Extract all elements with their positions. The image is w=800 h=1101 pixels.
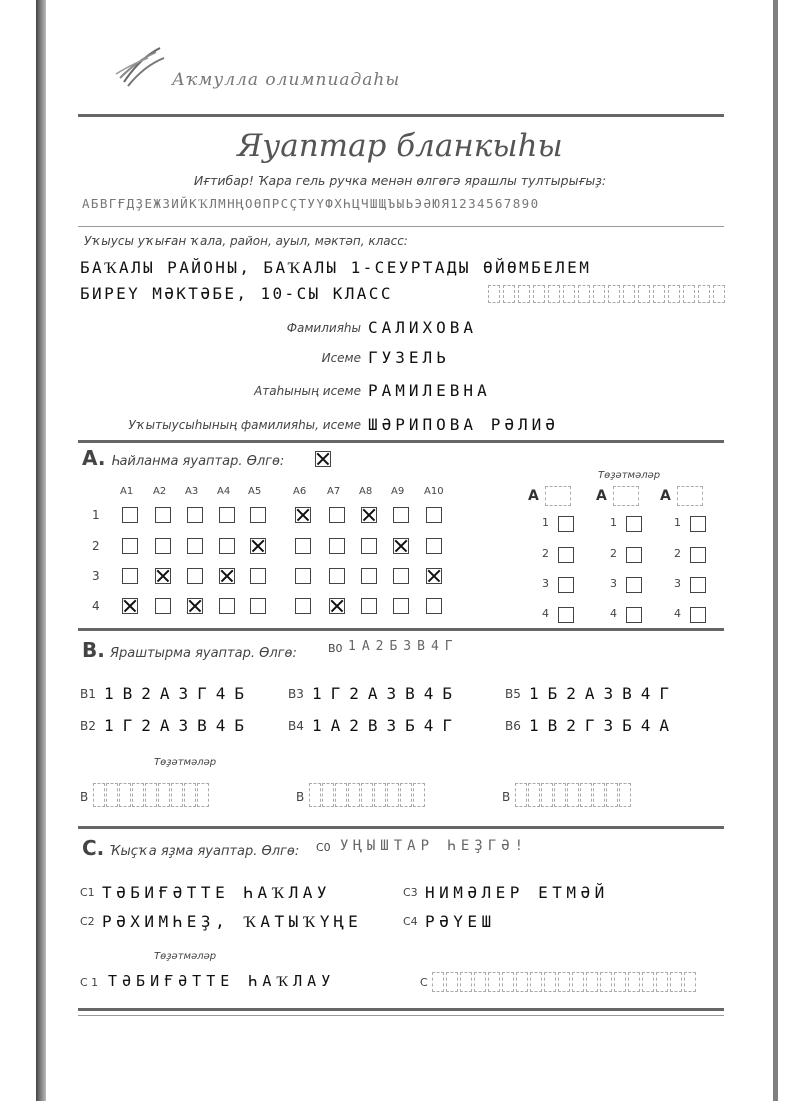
grid-col-label-a8: A8	[359, 486, 373, 497]
header-rule	[78, 114, 724, 117]
corrections-b-cell-2-4[interactable]	[348, 783, 360, 807]
checkbox-a2-3[interactable]	[155, 568, 171, 584]
scan-edge-left	[36, 0, 46, 1101]
section-a-title: Һайланма яуаптар. Өлгө:	[110, 454, 285, 469]
grid-row-label-3: 3	[92, 569, 100, 583]
footer-rule	[78, 1008, 724, 1011]
corrections-b-prefix-3: В	[502, 790, 511, 804]
surname-label: Фамилияһы	[286, 321, 361, 335]
answer-с3-field[interactable]: НИМӘЛЕР ЕТМӘЙ	[425, 883, 609, 902]
corrections-b-cell-1-3[interactable]	[119, 783, 131, 807]
olympiad-logo	[112, 38, 168, 94]
corrections-b-cell-3-4[interactable]	[554, 783, 566, 807]
rule-section-a	[78, 440, 724, 443]
answer-с4-label: С4	[403, 915, 418, 928]
checkbox-a10-1[interactable]	[426, 507, 442, 523]
checkbox-a9-4[interactable]	[393, 598, 409, 614]
checkbox-a9-1[interactable]	[393, 507, 409, 523]
teacher-label: Уҡытыусыһының фамилияһы, исеме	[128, 418, 361, 432]
corrections-b-cell-3-5[interactable]	[567, 783, 579, 807]
corrections-c-cell-17[interactable]	[656, 972, 668, 992]
section-c-correction-code: С 1	[80, 976, 99, 989]
corrections-c-cell-12[interactable]	[586, 972, 598, 992]
section-b-sample-answer: 1А2Б3В4Г	[348, 639, 459, 654]
corrections-a-row-label-1-2: 2	[542, 547, 549, 560]
corrections-c-cell-14[interactable]	[614, 972, 626, 992]
checkbox-a7-2[interactable]	[329, 538, 345, 554]
corrections-c-cell-13[interactable]	[600, 972, 612, 992]
checkbox-a3-4[interactable]	[187, 598, 203, 614]
answer-b2-field[interactable]: 1Г2А3В4Б	[104, 716, 254, 735]
checkbox-a5-2[interactable]	[250, 538, 266, 554]
checkbox-a8-1[interactable]	[361, 507, 377, 523]
checkbox-a1-4[interactable]	[122, 598, 138, 614]
section-c-corrections-label: Төҙәтмәләр	[154, 951, 217, 962]
checkbox-a1-1[interactable]	[122, 507, 138, 523]
checkbox-a6-4[interactable]	[295, 598, 311, 614]
section-c-title: Ҡыҫҡа яҙма яуаптар. Өлгө:	[109, 844, 300, 859]
corrections-b-cell-1-8[interactable]	[184, 783, 196, 807]
patronymic-label: Атаһының исеме	[254, 384, 361, 398]
corrections-b-cell-1-5[interactable]	[145, 783, 157, 807]
answer-с2-field[interactable]: РӘХИМҺЕҘ, ҠАТЫҠҮҢЕ	[102, 912, 363, 931]
corrections-c-cell-16[interactable]	[642, 972, 654, 992]
corrections-a-checkbox-3-2[interactable]	[690, 547, 706, 563]
corrections-b-cell-2-8[interactable]	[400, 783, 412, 807]
answer-с3-label: С3	[403, 886, 418, 899]
form-title: Яуаптар бланкыһы	[237, 128, 563, 164]
corrections-a-prefix-3: A	[660, 488, 671, 504]
answer-с4-field[interactable]: РӘҮЕШ	[425, 912, 496, 931]
corrections-a-checkbox-3-3[interactable]	[690, 577, 706, 593]
checkbox-a1-2[interactable]	[122, 538, 138, 554]
checkbox-a6-3[interactable]	[295, 568, 311, 584]
scan-edge-right	[773, 0, 778, 1101]
corrections-a-checkbox-2-3[interactable]	[626, 577, 642, 593]
grid-row-label-4: 4	[92, 599, 100, 613]
corrections-b-cell-3-8[interactable]	[606, 783, 618, 807]
rule-section-c	[78, 826, 724, 829]
checkbox-a8-4[interactable]	[361, 598, 377, 614]
corrections-c-cell-3[interactable]	[460, 972, 472, 992]
section-b-corrections-label: Төҙәтмәләр	[154, 757, 217, 768]
checkbox-a5-3[interactable]	[250, 568, 266, 584]
corrections-b-cell-3-6[interactable]	[580, 783, 592, 807]
answer-b5-label: B5	[505, 687, 521, 701]
surname-field[interactable]: САЛИХОВА	[368, 318, 478, 337]
answer-с1-label: С1	[80, 886, 95, 899]
corrections-a-code-cell-3[interactable]	[677, 486, 703, 506]
checkbox-a4-1[interactable]	[219, 507, 235, 523]
school-line-2[interactable]: БИРЕҮ МӘКТӘБЕ, 10-СЫ КЛАСС	[80, 284, 393, 303]
corrections-a-checkbox-2-1[interactable]	[626, 516, 642, 532]
section-b-letter: B.	[82, 638, 105, 662]
section-a-sample-checkbox	[315, 451, 331, 467]
school-line-1[interactable]: БАҠАЛЫ РАЙОНЫ, БАҠАЛЫ 1-СЕУРТАДЫ ӨЙӨМБЕЛЕМ	[80, 258, 592, 277]
section-c-header	[82, 836, 299, 860]
answer-b3-field[interactable]: 1Г2А3В4Б	[312, 684, 462, 703]
corrections-a-checkbox-1-2[interactable]	[558, 547, 574, 563]
corrections-b-cell-2-5[interactable]	[361, 783, 373, 807]
section-c-sample-answer: УҢЫШТАР ҺЕҘГӘ!	[340, 838, 529, 854]
corrections-c-cell-19[interactable]	[684, 972, 696, 992]
section-b-title: Яраштырма яуаптар. Өлгө:	[109, 646, 297, 661]
corrections-c-cell-9[interactable]	[544, 972, 556, 992]
corrections-a-checkbox-2-2[interactable]	[626, 547, 642, 563]
corrections-c-cell-8[interactable]	[530, 972, 542, 992]
corrections-b-prefix-1: В	[80, 790, 89, 804]
section-c-correction-value[interactable]: ТӘБИҒӘТТЕ ҺАҠЛАУ	[108, 972, 336, 990]
checkbox-a10-3[interactable]	[426, 568, 442, 584]
section-a-header	[82, 446, 284, 470]
answer-b1-field[interactable]: 1В2А3Г4Б	[104, 684, 254, 703]
corrections-b-cell-2-6[interactable]	[374, 783, 386, 807]
corrections-a-row-label-1-4: 4	[542, 607, 549, 620]
grid-col-label-a5: A5	[248, 486, 262, 497]
corrections-c-cell-6[interactable]	[502, 972, 514, 992]
corrections-a-checkbox-3-4[interactable]	[690, 607, 706, 623]
checkbox-a4-3[interactable]	[219, 568, 235, 584]
corrections-b-cell-3-7[interactable]	[593, 783, 605, 807]
corrections-b-cell-3-9[interactable]	[619, 783, 631, 807]
name-label: Исеме	[321, 351, 361, 365]
footer-rule-thin	[78, 1015, 724, 1016]
corrections-b-cell-1-1[interactable]	[93, 783, 105, 807]
rule-section-b	[78, 628, 724, 631]
answer-b4-field[interactable]: 1А2В3Б4Г	[312, 716, 462, 735]
name-field[interactable]: ГУЗЕЛЬ	[368, 348, 450, 367]
corrections-c-cell-10[interactable]	[558, 972, 570, 992]
answer-b2-label: B2	[80, 719, 96, 733]
corrections-a-row-label-3-2: 2	[674, 547, 681, 560]
checkbox-a8-2[interactable]	[361, 538, 377, 554]
patronymic-field[interactable]: РАМИЛЕВНА	[368, 381, 491, 400]
checkbox-a9-3[interactable]	[393, 568, 409, 584]
corrections-a-prefix-1: A	[528, 488, 539, 504]
checkbox-a3-2[interactable]	[187, 538, 203, 554]
checkbox-a7-4[interactable]	[329, 598, 345, 614]
corrections-b-cell-2-2[interactable]	[322, 783, 334, 807]
checkbox-a6-2[interactable]	[295, 538, 311, 554]
checkbox-a5-1[interactable]	[250, 507, 266, 523]
section-b-sample-code: В0	[328, 642, 343, 655]
corrections-a-checkbox-3-1[interactable]	[690, 516, 706, 532]
corrections-b-cell-3-3[interactable]	[541, 783, 553, 807]
corrections-a-row-label-3-4: 4	[674, 607, 681, 620]
corrections-a-prefix-2: A	[596, 488, 607, 504]
section-a-letter: A.	[82, 446, 106, 470]
checkbox-a2-2[interactable]	[155, 538, 171, 554]
corrections-b-cell-2-9[interactable]	[413, 783, 425, 807]
corrections-a-checkbox-1-3[interactable]	[558, 577, 574, 593]
corrections-b-cell-1-9[interactable]	[197, 783, 209, 807]
answer-с2-label: С2	[80, 915, 95, 928]
corrections-b-cell-1-2[interactable]	[106, 783, 118, 807]
corrections-a-row-label-2-1: 1	[610, 516, 617, 529]
grid-col-label-a4: A4	[217, 486, 231, 497]
section-c-letter: C.	[82, 836, 105, 860]
grid-col-label-a9: A9	[391, 486, 405, 497]
checkbox-a10-2[interactable]	[426, 538, 442, 554]
corrections-a-checkbox-2-4[interactable]	[626, 607, 642, 623]
corrections-b-cell-2-3[interactable]	[335, 783, 347, 807]
corrections-b-cell-2-1[interactable]	[309, 783, 321, 807]
grid-col-label-a6: A6	[293, 486, 307, 497]
grid-col-label-a1: A1	[120, 486, 134, 497]
checkbox-a1-3[interactable]	[122, 568, 138, 584]
corrections-a-code-cell-2[interactable]	[613, 486, 639, 506]
checkbox-a9-2[interactable]	[393, 538, 409, 554]
checkbox-a2-1[interactable]	[155, 507, 171, 523]
checkbox-a10-4[interactable]	[426, 598, 442, 614]
checkbox-a8-3[interactable]	[361, 568, 377, 584]
corrections-c-cell-5[interactable]	[488, 972, 500, 992]
answer-b4-label: B4	[288, 719, 304, 733]
corrections-b-cell-3-1[interactable]	[515, 783, 527, 807]
grid-col-label-a10: A10	[424, 486, 444, 497]
corrections-a-row-label-1-3: 3	[542, 577, 549, 590]
checkbox-a2-4[interactable]	[155, 598, 171, 614]
corrections-b-cell-1-7[interactable]	[171, 783, 183, 807]
answer-b3-label: B3	[288, 687, 304, 701]
corrections-c-cell-2[interactable]	[446, 972, 458, 992]
checkbox-a4-2[interactable]	[219, 538, 235, 554]
school-line-2-empty-cells	[488, 283, 728, 303]
corrections-c-cell-1[interactable]	[432, 972, 444, 992]
corrections-c-cell-4[interactable]	[474, 972, 486, 992]
grid-col-label-a2: A2	[153, 486, 167, 497]
olympiad-title: Аҡмулла олимпиадаһы	[172, 70, 401, 90]
answer-b6-label: B6	[505, 719, 521, 733]
corrections-c-cell-11[interactable]	[572, 972, 584, 992]
corrections-b-prefix-2: В	[296, 790, 305, 804]
corrections-c-cell-15[interactable]	[628, 972, 640, 992]
corrections-a-checkbox-1-1[interactable]	[558, 516, 574, 532]
grid-row-label-1: 1	[92, 508, 100, 522]
corrections-a-checkbox-1-4[interactable]	[558, 607, 574, 623]
checkbox-a7-3[interactable]	[329, 568, 345, 584]
checkbox-a7-1[interactable]	[329, 507, 345, 523]
corrections-a-code-cell-1[interactable]	[545, 486, 571, 506]
answer-b6-field[interactable]: 1В2Г3Б4А	[529, 716, 679, 735]
checkbox-a4-4[interactable]	[219, 598, 235, 614]
corrections-c-cell-18[interactable]	[670, 972, 682, 992]
section-c-sample-code: С0	[316, 841, 331, 854]
corrections-a-row-label-2-4: 4	[610, 607, 617, 620]
section-a-corrections-label: Төҙәтмәләр	[598, 470, 661, 481]
corrections-a-row-label-3-1: 1	[674, 516, 681, 529]
checkbox-a6-1[interactable]	[295, 507, 311, 523]
rule-school	[78, 226, 724, 227]
teacher-field[interactable]: ШӘРИПОВА РӘЛИӘ	[368, 415, 559, 434]
form-notice: Иғтибар! Ҡара гель ручка менән өлгөгә ярашлы тултырығыҙ:	[193, 173, 607, 188]
grid-row-label-2: 2	[92, 539, 100, 553]
checkbox-a3-3[interactable]	[187, 568, 203, 584]
section-c-correction-prefix-2: С	[420, 976, 428, 989]
corrections-b-cell-3-2[interactable]	[528, 783, 540, 807]
answer-b1-label: B1	[80, 687, 96, 701]
corrections-b-cell-1-6[interactable]	[158, 783, 170, 807]
school-label: Уҡыусы уҡыған ҡала, район, ауыл, мәктәп, класс:	[84, 234, 408, 248]
corrections-a-row-label-1-1: 1	[542, 516, 549, 529]
corrections-b-cell-1-4[interactable]	[132, 783, 144, 807]
checkbox-a3-1[interactable]	[187, 507, 203, 523]
section-b-header	[82, 638, 297, 662]
answer-b5-field[interactable]: 1Б2А3В4Г	[529, 684, 679, 703]
corrections-a-row-label-2-3: 3	[610, 577, 617, 590]
checkbox-a5-4[interactable]	[250, 598, 266, 614]
grid-col-label-a7: A7	[327, 486, 341, 497]
corrections-c-cell-7[interactable]	[516, 972, 528, 992]
corrections-b-cell-2-7[interactable]	[387, 783, 399, 807]
answer-с1-field[interactable]: ТӘБИҒӘТТЕ ҺАҠЛАУ	[102, 883, 332, 902]
grid-col-label-a3: A3	[185, 486, 199, 497]
alphabet-sample: АБВГҒДҘЕЖЗИЙКҠЛМНҢОӨПРСҪТУҮФХҺЦЧШЩЪЫЬЭӘЮЯ1234567890	[82, 196, 540, 211]
corrections-a-row-label-2-2: 2	[610, 547, 617, 560]
corrections-a-row-label-3-3: 3	[674, 577, 681, 590]
